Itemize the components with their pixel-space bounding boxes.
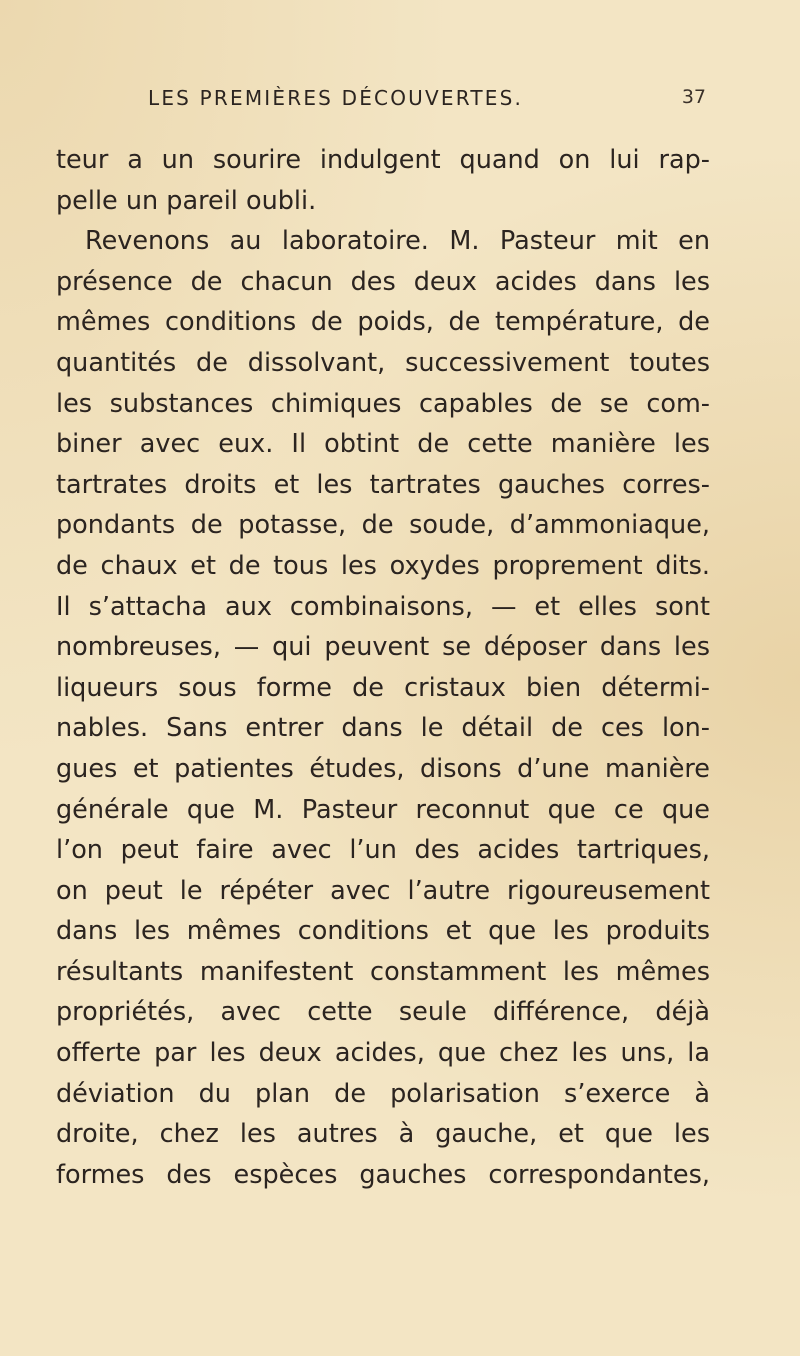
running-head [148, 86, 708, 112]
text-line: offerte par les deux acides, que chez les uns, la [56, 1038, 710, 1069]
text-line: Il s’attacha aux combinaisons, — et elles sont [56, 591, 710, 622]
text-line: résultants manifestent constamment les mêmes [56, 956, 710, 987]
text-line: Revenons au laboratoire. M. Pasteur mit en [85, 226, 710, 257]
text-line: présence de chacun des deux acides dans les [56, 266, 710, 297]
text-line: teur a un sourire indulgent quand on lui rap- [56, 145, 710, 175]
text-line: générale que M. Pasteur reconnut que ce que [56, 794, 710, 825]
page-number: 37 [681, 86, 706, 108]
running-title: LES PREMIÈRES DÉCOUVERTES. [148, 86, 524, 110]
text-line: gues et patientes études, disons d’une manière [56, 753, 710, 784]
text-line: pelle un pareil oubli. [56, 185, 317, 216]
text-line: nables. Sans entrer dans le détail de ces lon- [56, 713, 710, 744]
body-text [56, 140, 710, 1195]
text-line: dans les mêmes conditions et que les produits [56, 916, 710, 947]
text-line: droite, chez les autres à gauche, et que les [56, 1119, 710, 1150]
text-line: biner avec eux. Il obtint de cette manière les [56, 429, 710, 460]
text-line: déviation du plan de polarisation s’exerce à [56, 1078, 710, 1109]
text-line: tartrates droits et les tartrates gauches corres- [56, 469, 710, 500]
text-line: les substances chimiques capables de se com- [56, 388, 710, 419]
text-line: formes des espèces gauches correspondantes, [56, 1159, 710, 1190]
text-line: propriétés, avec cette seule différence, déjà [56, 997, 710, 1028]
text-line: liqueurs sous forme de cristaux bien détermi- [56, 672, 710, 703]
text-line: quantités de dissolvant, successivement toutes [56, 347, 710, 378]
text-line: pondants de potasse, de soude, d’ammoniaque, [56, 510, 710, 541]
text-line: nombreuses, — qui peuvent se déposer dans les [56, 632, 710, 663]
text-line: l’on peut faire avec l’un des acides tartriques, [56, 835, 710, 866]
text-line: mêmes conditions de poids, de température, de [56, 307, 710, 338]
text-line: on peut le répéter avec l’autre rigoureusement [56, 875, 710, 906]
text-line: de chaux et de tous les oxydes proprement dits. [56, 550, 710, 581]
